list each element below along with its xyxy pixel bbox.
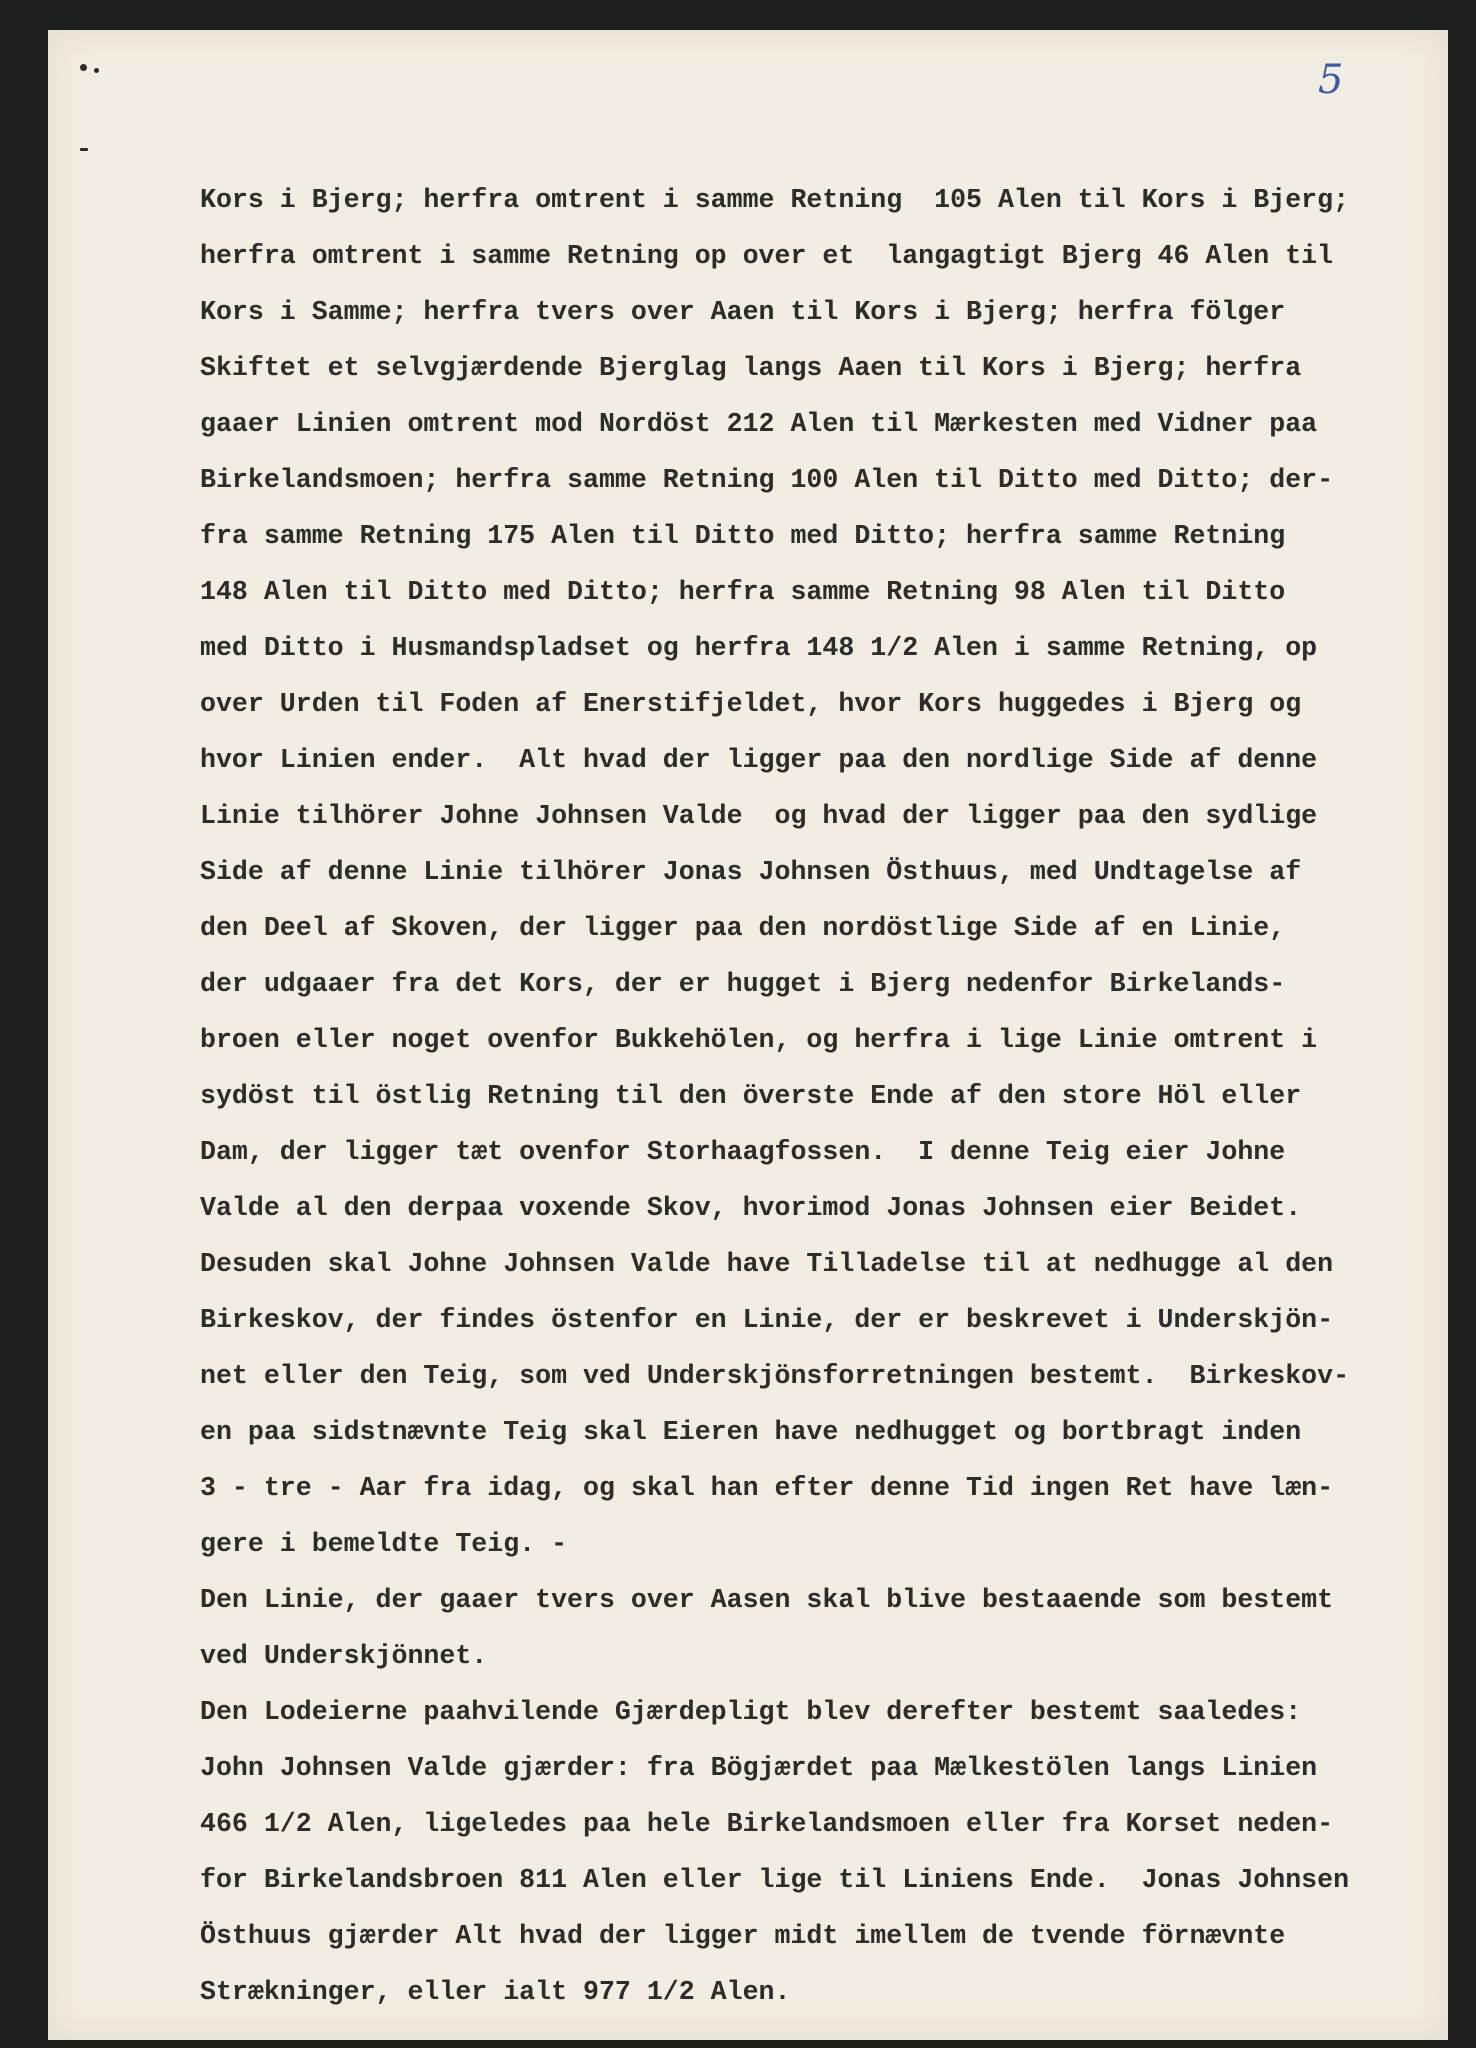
text-line: ved Underskjönnet. [200, 1641, 488, 1671]
text-line: Kors i Bjerg; herfra omtrent i samme Retning 105 Alen til Kors i Bjerg; [200, 185, 1350, 215]
text-line: for Birkelandsbroen 811 Alen eller lige til Liniens Ende. Jonas Johnsen [200, 1865, 1350, 1895]
text-line: herfra omtrent i samme Retning op over et langagtigt Bjerg 46 Alen til [200, 241, 1334, 271]
text-line: broen eller noget ovenfor Bukkehölen, og herfra i lige Linie omtrent i [200, 1025, 1318, 1055]
text-line: gere i bemeldte Teig. - [200, 1529, 568, 1559]
text-line: Desuden skal Johne Johnsen Valde have Tilladelse til at nedhugge al den [200, 1249, 1334, 1279]
document-body [200, 172, 1440, 2020]
text-line: sydöst til östlig Retning til den överste Ende af den store Höl eller [200, 1081, 1302, 1111]
text-line: Dam, der ligger tæt ovenfor Storhaagfossen. I denne Teig eier Johne [200, 1137, 1286, 1167]
text-line: Valde al den derpaa voxende Skov, hvorimod Jonas Johnsen eier Beidet. [200, 1193, 1302, 1223]
page-number: 5 [1318, 57, 1344, 103]
text-line: Birkelandsmoen; herfra samme Retning 100 Alen til Ditto med Ditto; der- [200, 465, 1334, 495]
text-line: 3 - tre - Aar fra idag, og skal han efter denne Tid ingen Ret have læn- [200, 1473, 1334, 1503]
text-line: Kors i Samme; herfra tvers over Aaen til Kors i Bjerg; herfra fölger [200, 297, 1286, 327]
text-line: 148 Alen til Ditto med Ditto; herfra samme Retning 98 Alen til Ditto [200, 577, 1286, 607]
text-line: over Urden til Foden af Enerstifjeldet, hvor Kors huggedes i Bjerg og [200, 689, 1302, 719]
punch-mark-top [80, 64, 87, 71]
text-line: Strækninger, eller ialt 977 1/2 Alen. [200, 1977, 791, 2007]
text-line: hvor Linien ender. Alt hvad der ligger paa den nordlige Side af denne [200, 745, 1318, 775]
text-line: gaaer Linien omtrent mod Nordöst 212 Alen til Mærkesten med Vidner paa [200, 409, 1318, 439]
text-line: Den Lodeierne paahvilende Gjærdepligt blev derefter bestemt saaledes: [200, 1697, 1302, 1727]
text-line: Linie tilhörer Johne Johnsen Valde og hvad der ligger paa den sydlige [200, 801, 1318, 831]
text-line: den Deel af Skoven, der ligger paa den nordöstlige Side af en Linie, [200, 913, 1286, 943]
text-line: Östhuus gjærder Alt hvad der ligger midt imellem de tvende förnævnte [200, 1921, 1286, 1951]
text-line: Den Linie, der gaaer tvers over Aasen skal blive bestaaende som bestemt [200, 1585, 1334, 1615]
text-line: John Johnsen Valde gjærder: fra Bögjærdet paa Mælkestölen langs Linien [200, 1753, 1318, 1783]
text-line: fra samme Retning 175 Alen til Ditto med Ditto; herfra samme Retning [200, 521, 1286, 551]
punch-mark-dot [94, 68, 99, 73]
text-line: Birkeskov, der findes östenfor en Linie, der er beskrevet i Underskjön- [200, 1305, 1334, 1335]
text-line: 466 1/2 Alen, ligeledes paa hele Birkelandsmoen eller fra Korset neden- [200, 1809, 1334, 1839]
text-line: Side af denne Linie tilhörer Jonas Johnsen Östhuus, med Undtagelse af [200, 857, 1302, 887]
text-line: med Ditto i Husmandspladset og herfra 148 1/2 Alen i samme Retning, op [200, 633, 1318, 663]
text-line: en paa sidstnævnte Teig skal Eieren have nedhugget og bortbragt inden [200, 1417, 1302, 1447]
text-line: net eller den Teig, som ved Underskjönsforretningen bestemt. Birkeskov- [200, 1361, 1350, 1391]
text-line: Skiftet et selvgjærdende Bjerglag langs Aaen til Kors i Bjerg; herfra [200, 353, 1302, 383]
punch-mark-middle [80, 148, 88, 151]
text-line: der udgaaer fra det Kors, der er hugget i Bjerg nedenfor Birkelands- [200, 969, 1286, 999]
